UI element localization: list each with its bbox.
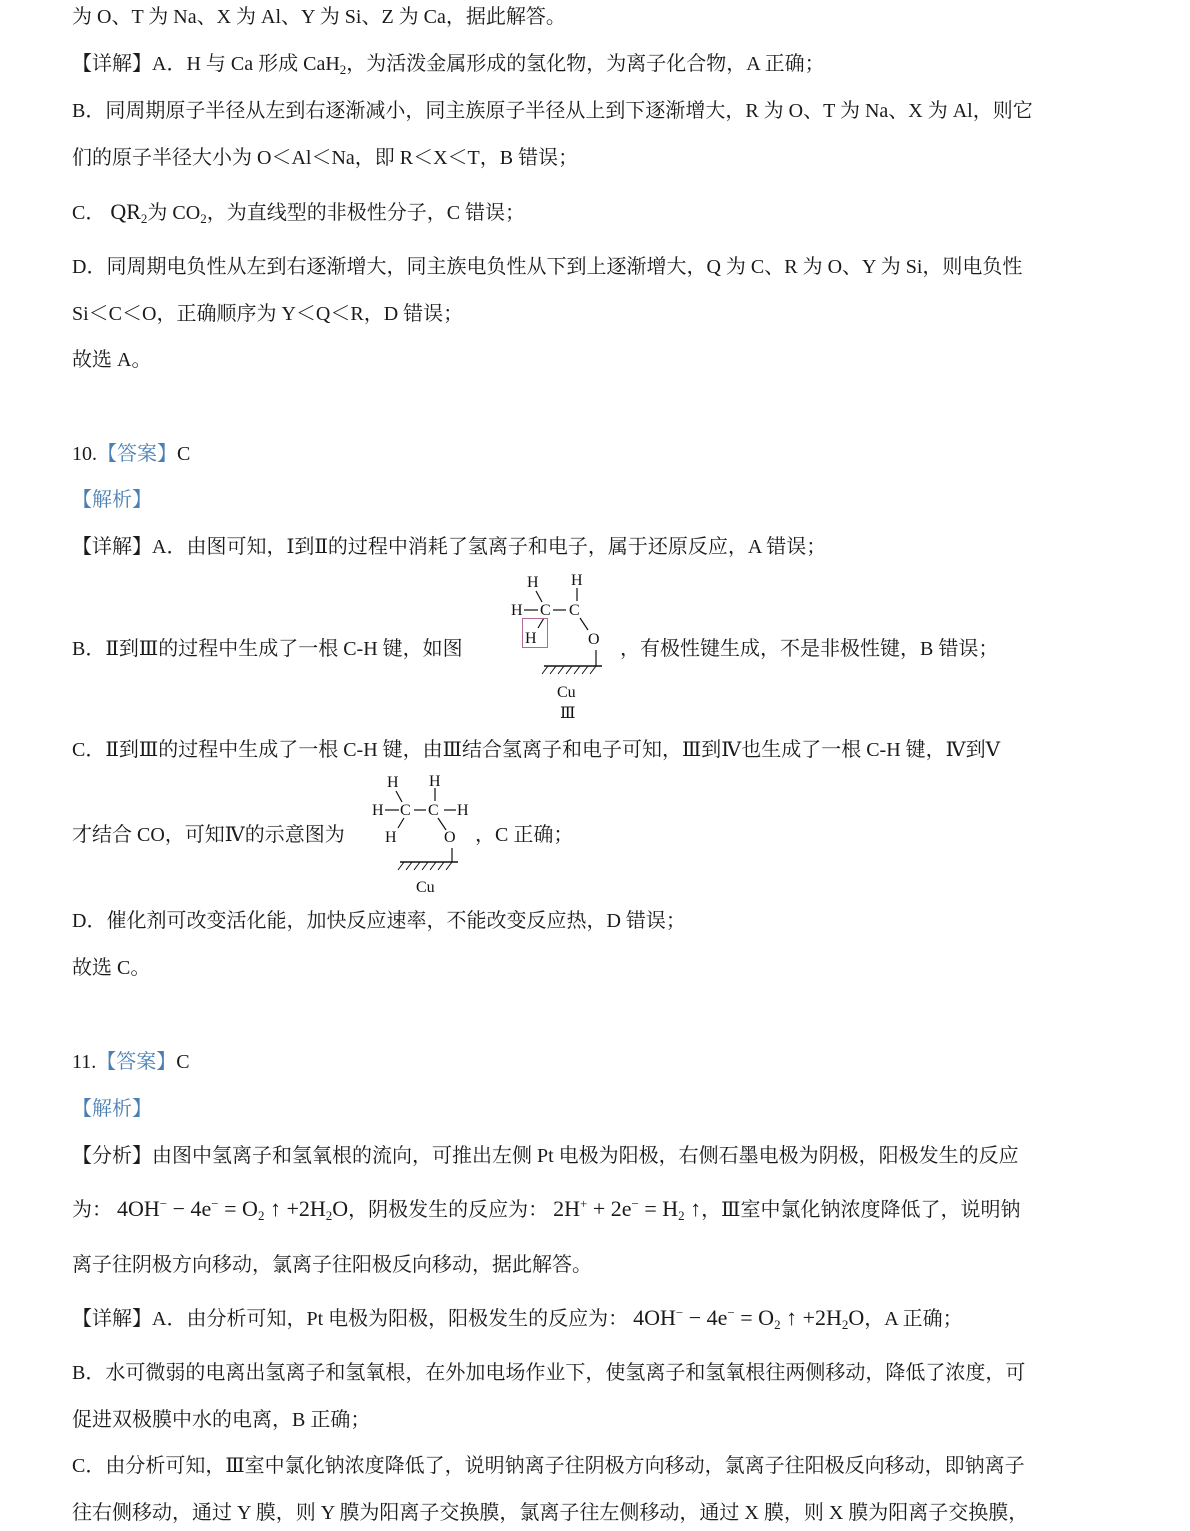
option-c-prefix: C． <box>72 202 106 224</box>
atom-h: H <box>387 774 399 791</box>
q10-option-b <box>72 636 463 662</box>
option-c-text: 往右侧移动，通过 Y 膜，则 Y 膜为阳离子交换膜，氯离子往左侧移动，通过 X 膜，则 X 膜为阳离子交换膜， <box>72 1502 1029 1524</box>
q9-conclusion <box>72 347 151 373</box>
q9-option-d-line1 <box>72 254 1022 280</box>
superscript: + <box>580 1196 588 1211</box>
figure-label: Ⅲ <box>560 705 576 722</box>
detail-label: 【详解】 <box>72 53 152 75</box>
atom-o: O <box>444 829 456 846</box>
atom-h-highlighted: H <box>525 630 537 647</box>
eq-part: + 2e <box>587 1196 632 1221</box>
option-c-text: 才结合 CO，可知Ⅳ的示意图为 <box>72 824 345 846</box>
atom-c: C <box>400 802 411 819</box>
molecule-figure-iv <box>372 774 482 899</box>
atom-c: C <box>540 602 551 619</box>
q9-option-b-line1 <box>72 98 1033 124</box>
conclusion-text: 故选 C。 <box>72 957 151 979</box>
conclusion-text: 故选 A。 <box>72 349 152 371</box>
q9-option-d-line2 <box>72 301 463 327</box>
equation-anode <box>633 1305 864 1330</box>
surface-label: Cu <box>557 684 576 701</box>
q10-option-c-tail <box>475 822 573 848</box>
eq-part: 4OH <box>117 1196 160 1221</box>
q9-option-a <box>72 51 825 77</box>
eq-part: 4OH <box>633 1305 676 1330</box>
q10-option-c-line1 <box>72 737 1000 763</box>
option-d-text: D．同周期电负性从左到右逐渐增大，同主族电负性从下到上逐渐增大，Q 为 C、R 为 O、Y 为 Si，则电负性 <box>72 256 1023 278</box>
answer-value: C <box>176 1051 190 1073</box>
fenxi-text: ，Ⅲ室中氯化钠浓度降低了，说明钠 <box>701 1199 1021 1221</box>
eq-part: ↑ +2H <box>780 1305 842 1330</box>
q10-conclusion <box>72 955 150 981</box>
intro-text: 为 O、T 为 Na、X 为 Al、Y 为 Si、Z 为 Ca，据此解答。 <box>72 6 566 28</box>
option-c-mid: 为 CO <box>147 202 201 224</box>
q10-option-a <box>72 534 826 560</box>
formula-qr: QR <box>110 199 141 224</box>
eq-part: − 4e <box>683 1305 728 1330</box>
atom-o: O <box>588 631 600 648</box>
analysis-label: 【解析】 <box>72 1098 152 1120</box>
option-b-tail: ，有极性键生成，不是非极性键，B 错误； <box>620 638 999 660</box>
q10-answer-line <box>72 441 190 467</box>
superscript: − <box>631 1196 639 1211</box>
q11-answer-line <box>72 1049 190 1075</box>
atom-h: H <box>511 602 523 619</box>
fenxi-text: 由图中氢离子和氢氧根的流向，可推出左侧 Pt 电极为阳极，右侧石墨电极为阴极，阳极发生的反应 <box>152 1145 1019 1167</box>
analysis-label: 【解析】 <box>72 489 152 511</box>
q11-option-b-line2 <box>72 1407 370 1433</box>
eq-part: = O <box>218 1196 258 1221</box>
eq-part: O <box>848 1305 865 1330</box>
answer-label: 【答案】 <box>96 1051 177 1073</box>
answer-value: C <box>177 443 191 465</box>
option-c-tail: ，C 正确； <box>475 824 574 846</box>
q10-option-c-line2 <box>72 822 345 848</box>
option-b-text: B．同周期原子半径从左到右逐渐减小，同主族原子半径从上到下逐渐增大，R 为 O、T 为 Na、X 为 Al，则它 <box>72 100 1033 122</box>
atom-h: H <box>385 829 397 846</box>
option-d-text: D．催化剂可改变活化能，加快反应速率，不能改变反应热，D 错误； <box>72 910 686 932</box>
option-b-text: B．水可微弱的电离出氢离子和氢氧根，在外加电场作业下，使氢离子和氢氧根往两侧移动，降低了浓度，可 <box>72 1362 1026 1384</box>
eq-part: O <box>332 1196 349 1221</box>
answer-label: 【答案】 <box>97 443 177 465</box>
subscript: 2 <box>140 211 148 226</box>
atom-h: H <box>527 574 539 591</box>
atom-c: C <box>428 802 439 819</box>
question-number: 11. <box>72 1051 97 1073</box>
eq-part: 2H <box>553 1196 581 1221</box>
fenxi-label: 【分析】 <box>72 1145 152 1167</box>
option-a-text: A．由分析可知，Pt 电极为阳极，阳极发生的反应为： <box>152 1308 629 1330</box>
subscript: 2 <box>678 1208 685 1223</box>
equation-anode <box>117 1196 348 1221</box>
subscript: 2 <box>200 211 207 226</box>
q11-option-b-line1 <box>72 1360 1025 1386</box>
q11-fenxi-line3 <box>72 1252 592 1278</box>
eq-part: = H <box>638 1196 679 1221</box>
subscript: 2 <box>257 1208 265 1223</box>
superscript: − <box>727 1305 735 1320</box>
option-b-text: B．Ⅱ到Ⅲ的过程中生成了一根 C-H 键，如图 <box>72 638 463 660</box>
molecule-figure-iii <box>508 572 618 722</box>
surface-label: Cu <box>416 879 435 896</box>
option-c-text: C．由分析可知，Ⅲ室中氯化钠浓度降低了，说明钠离子往阴极方向移动，氯离子往阳极反向移动，即钠离子 <box>72 1455 1025 1477</box>
q9-option-b-line2 <box>72 145 578 171</box>
q10-option-b-tail <box>620 636 998 662</box>
atom-h: H <box>571 572 583 589</box>
q11-option-a <box>72 1305 963 1332</box>
q11-analysis-label <box>72 1096 152 1122</box>
detail-label: 【详解】 <box>72 536 152 558</box>
option-a-text: A．H 与 Ca 形成 CaH <box>152 53 340 75</box>
eq-part: ↑ +2H <box>264 1196 326 1221</box>
subscript: 2 <box>325 1208 333 1223</box>
option-c-tail: ，为直线型的非极性分子，C 错误； <box>206 202 526 224</box>
option-a-text: A．由图可知，Ⅰ到Ⅱ的过程中消耗了氢离子和电子，属于还原反应，A 错误； <box>152 536 827 558</box>
q11-option-c-line2 <box>72 1500 1028 1526</box>
eq-part: − 4e <box>167 1196 212 1221</box>
q11-option-c-line1 <box>72 1453 1025 1479</box>
atom-h: H <box>457 802 469 819</box>
subscript: 2 <box>774 1317 781 1332</box>
q10-analysis-label <box>72 487 152 513</box>
q10-option-d <box>72 908 686 934</box>
superscript: − <box>159 1196 168 1211</box>
question-number: 10. <box>72 443 97 465</box>
atom-h: H <box>372 802 384 819</box>
q9-option-c <box>72 199 525 226</box>
atom-c: C <box>569 602 580 619</box>
fenxi-text: 离子往阴极方向移动，氯离子往阳极反向移动，据此解答。 <box>72 1254 592 1276</box>
option-c-text: C．Ⅱ到Ⅲ的过程中生成了一根 C-H 键，由Ⅲ结合氢离子和电子可知，Ⅲ到Ⅳ也生成了一根 C-H 键，Ⅳ到Ⅴ <box>72 739 1001 761</box>
detail-label: 【详解】 <box>72 1308 152 1330</box>
eq-part: = O <box>734 1305 775 1330</box>
q11-fenxi-line1 <box>72 1143 1019 1169</box>
atom-h: H <box>429 773 441 790</box>
option-a-text-tail: ，为活泼金属形成的氢化物，为离子化合物，A 正确； <box>346 53 825 75</box>
highlight-box <box>522 618 548 648</box>
option-d-text: Si＜C＜O，正确顺序为 Y＜Q＜R，D 错误； <box>72 303 464 325</box>
eq-part: ↑ <box>684 1196 702 1221</box>
fenxi-text: 为： <box>72 1199 112 1221</box>
option-b-text: 们的原子半径大小为 O＜Al＜Na，即 R＜X＜T，B 错误； <box>72 147 579 169</box>
q9-line-intro <box>72 4 566 30</box>
option-b-text: 促进双极膜中水的电离，B 正确； <box>72 1409 371 1431</box>
superscript: − <box>675 1305 684 1320</box>
superscript: − <box>211 1196 219 1211</box>
option-a-tail: ，A 正确； <box>864 1308 963 1330</box>
fenxi-text: ，阴极发生的反应为： <box>348 1199 549 1221</box>
equation-cathode <box>553 1196 701 1221</box>
subscript: 2 <box>841 1317 849 1332</box>
q11-fenxi-line2 <box>72 1196 1020 1223</box>
subscript: 2 <box>339 62 347 77</box>
